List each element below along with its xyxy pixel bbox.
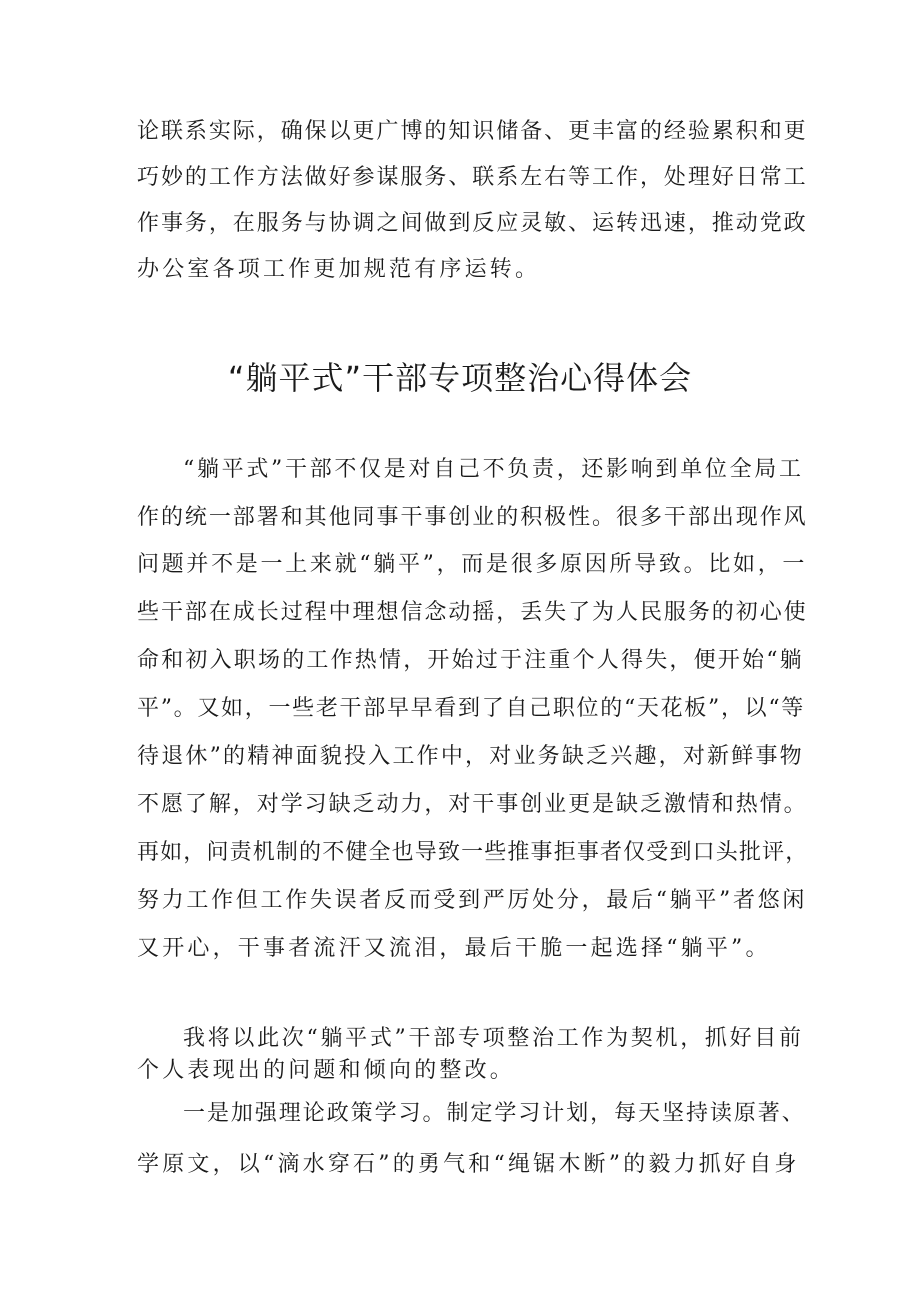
intro-line-4: 办公室各项工作更加规范有序运转。 <box>137 257 541 282</box>
paragraph-3-line-1: 一是加强理论政策学习。制定学习计划，每天坚持读原著、 <box>183 1101 806 1126</box>
paragraph-1-line-11: 又开心，干事者流汗又流泪，最后干脆一起选择“躺平”。 <box>137 936 771 961</box>
paragraph-2-line-2: 个人表现出的问题和倾向的整改。 <box>137 1058 516 1083</box>
paragraph-2-line-1: 我将以此次“躺平式”干部专项整治工作为契机，抓好目前 <box>183 1026 804 1051</box>
intro-line-2: 巧妙的工作方法做好参谋服务、联系左右等工作，处理好日常工 <box>137 165 808 190</box>
paragraph-1-line-10: 努力工作但工作失误者反而受到严厉处分，最后“躺平”者悠闲 <box>137 888 808 913</box>
intro-line-3: 作事务，在服务与协调之间做到反应灵敏、运转迅速，推动党政 <box>137 211 808 236</box>
paragraph-1-line-9: 再如，问责机制的不健全也导致一些推事拒事者仅受到口头批评， <box>137 840 809 865</box>
intro-line-1: 论联系实际，确保以更广博的知识储备、更丰富的经验累积和更 <box>137 119 808 144</box>
paragraph-1-line-8: 不愿了解，对学习缺乏动力，对干事创业更是缺乏激情和热情。 <box>137 792 808 817</box>
paragraph-1-line-4: 些干部在成长过程中理想信念动摇，丢失了为人民服务的初心使 <box>137 600 808 625</box>
paragraph-1-line-7: 待退休”的精神面貌投入工作中，对业务缺乏兴趣，对新鲜事物 <box>137 744 804 769</box>
document-title: “躺平式”干部专项整治心得体会 <box>227 359 693 397</box>
paragraph-1-line-1: “躺平式”干部不仅是对自己不负责，还影响到单位全局工 <box>183 457 804 482</box>
paragraph-1-line-6: 平”。又如，一些老干部早早看到了自己职位的“天花板”，以“等 <box>137 696 805 721</box>
paragraph-3-line-2: 学原文，以“滴水穿石”的勇气和“绳锯木断”的毅力抓好自身 <box>137 1152 800 1177</box>
paragraph-1-line-3: 问题并不是一上来就“躺平”，而是很多原因所导致。比如，一 <box>137 552 808 577</box>
paragraph-1-line-5: 命和初入职场的工作热情，开始过于注重个人得失，便开始“躺 <box>137 648 804 673</box>
paragraph-1-line-2: 作的统一部署和其他同事干事创业的积极性。很多干部出现作风 <box>137 505 808 530</box>
